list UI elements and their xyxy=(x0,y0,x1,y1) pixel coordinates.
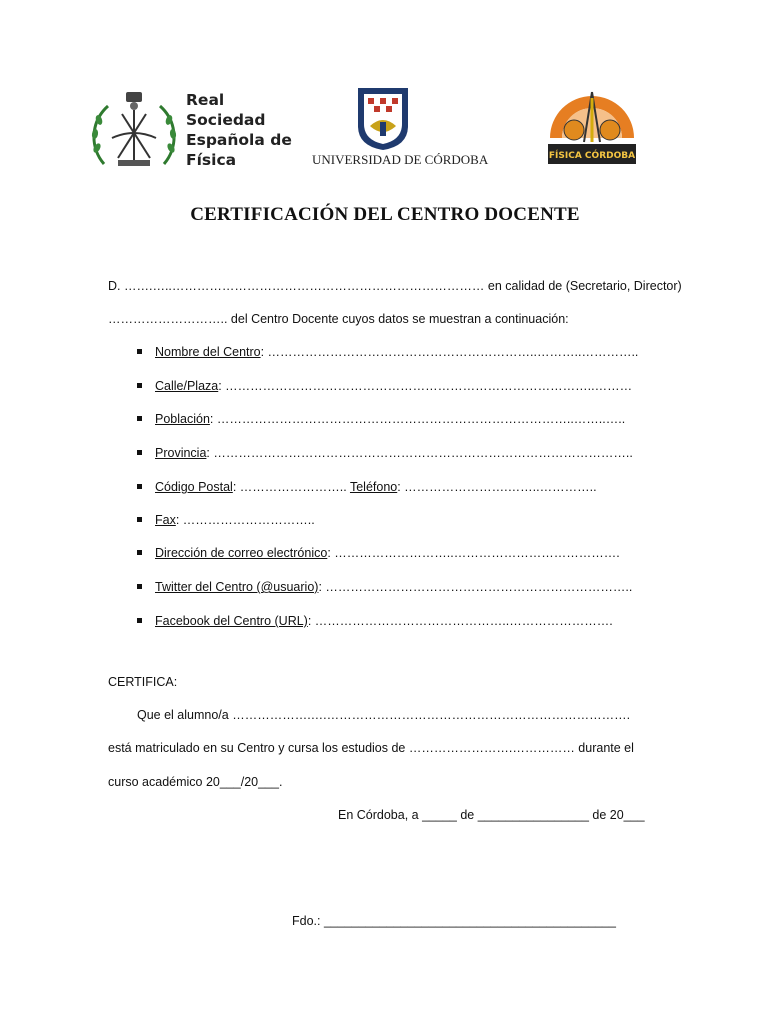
field-provincia[interactable] xyxy=(137,446,657,460)
body-line-2: está matriculado en su Centro y cursa los estudios de …………………….…………… durante el xyxy=(108,741,634,755)
field-poblacion[interactable] xyxy=(137,412,657,426)
postal-label: Código Postal xyxy=(155,480,233,494)
field-label: Twitter del Centro (@usuario) xyxy=(155,580,319,594)
bullet-icon xyxy=(137,550,142,555)
body-line-1: Que el alumno/a ……………….….………………………………………………………………. xyxy=(137,708,631,722)
field-label: Población xyxy=(155,412,210,426)
field-dots: : ………………………….. xyxy=(175,513,315,527)
field-fax[interactable] xyxy=(137,513,657,527)
field-dots: : ………………………………………………………..………..………….. xyxy=(260,345,639,359)
uco-name: UNIVERSIDAD DE CÓRDOBA xyxy=(312,152,489,167)
rsef-wordmark xyxy=(186,90,292,170)
field-label: Facebook del Centro (URL) xyxy=(155,614,308,628)
field-nombre-centro[interactable] xyxy=(137,345,657,359)
signature-line: Fdo.: __________________________________________ xyxy=(292,914,616,928)
bullet-icon xyxy=(137,416,142,421)
field-label: Provincia xyxy=(155,446,207,460)
rsef-logo xyxy=(88,88,292,176)
document-title: CERTIFICACIÓN DEL CENTRO DOCENTE xyxy=(190,204,580,225)
field-calle-plaza[interactable] xyxy=(137,379,657,393)
uco-logo xyxy=(312,86,489,168)
bullet-icon xyxy=(137,349,142,354)
field-facebook[interactable] xyxy=(137,614,657,628)
field-dots: : ………………………………………..……………………. xyxy=(307,614,613,628)
field-dots: : ………………………..…………………………………. xyxy=(327,546,620,560)
rsef-line-4: Física xyxy=(186,151,237,169)
fisica-cordoba-text: FÍSICA CÓRDOBA xyxy=(548,151,636,161)
bullet-icon xyxy=(137,450,142,455)
bullet-icon xyxy=(137,484,142,489)
rsef-emblem-icon xyxy=(88,88,180,176)
phone-dots: : …………………….……..………….. xyxy=(397,480,597,494)
rsef-line-1: Real xyxy=(186,91,225,109)
field-dots: : ……………………………………………………………….. xyxy=(318,580,633,594)
bullet-icon xyxy=(137,618,142,623)
rsef-line-3: Española de xyxy=(186,131,292,149)
field-dots: : ……………………………………………………………………………..……… xyxy=(218,379,633,393)
rsef-line-2: Sociedad xyxy=(186,111,266,129)
fisica-cordoba-emblem-icon xyxy=(544,78,640,170)
uco-shield-icon xyxy=(312,86,454,150)
certifica-heading: CERTIFICA: xyxy=(108,675,178,689)
fisica-cordoba-logo xyxy=(544,78,640,170)
field-dots: : …………………………………………………………………………..……..….. xyxy=(209,412,626,426)
field-dots: : ……………………………………………………………………………………….. xyxy=(206,446,633,460)
postal-dots: : …………………….. xyxy=(232,480,350,494)
field-label: Fax xyxy=(155,513,176,527)
field-email[interactable] xyxy=(137,546,657,560)
field-label: Nombre del Centro xyxy=(155,345,261,359)
phone-label: Teléfono xyxy=(349,480,398,494)
field-label: Calle/Plaza xyxy=(155,379,219,393)
field-codigo-postal-telefono[interactable] xyxy=(137,480,657,494)
intro-line-1: D. …….…..………………………………………………………………… en calidad de (Secretario, Director) xyxy=(108,279,682,293)
bullet-icon xyxy=(137,383,142,388)
place-date: En Córdoba, a _____ de ________________ de 20___ xyxy=(338,808,645,822)
bullet-icon xyxy=(137,584,142,589)
field-label: Dirección de correo electrónico xyxy=(155,546,328,560)
bullet-icon xyxy=(137,517,142,522)
intro-line-2: ……………………….. del Centro Docente cuyos datos se muestran a continuación: xyxy=(108,312,569,326)
field-twitter[interactable] xyxy=(137,580,657,594)
body-line-3: curso académico 20___/20___. xyxy=(108,775,283,789)
